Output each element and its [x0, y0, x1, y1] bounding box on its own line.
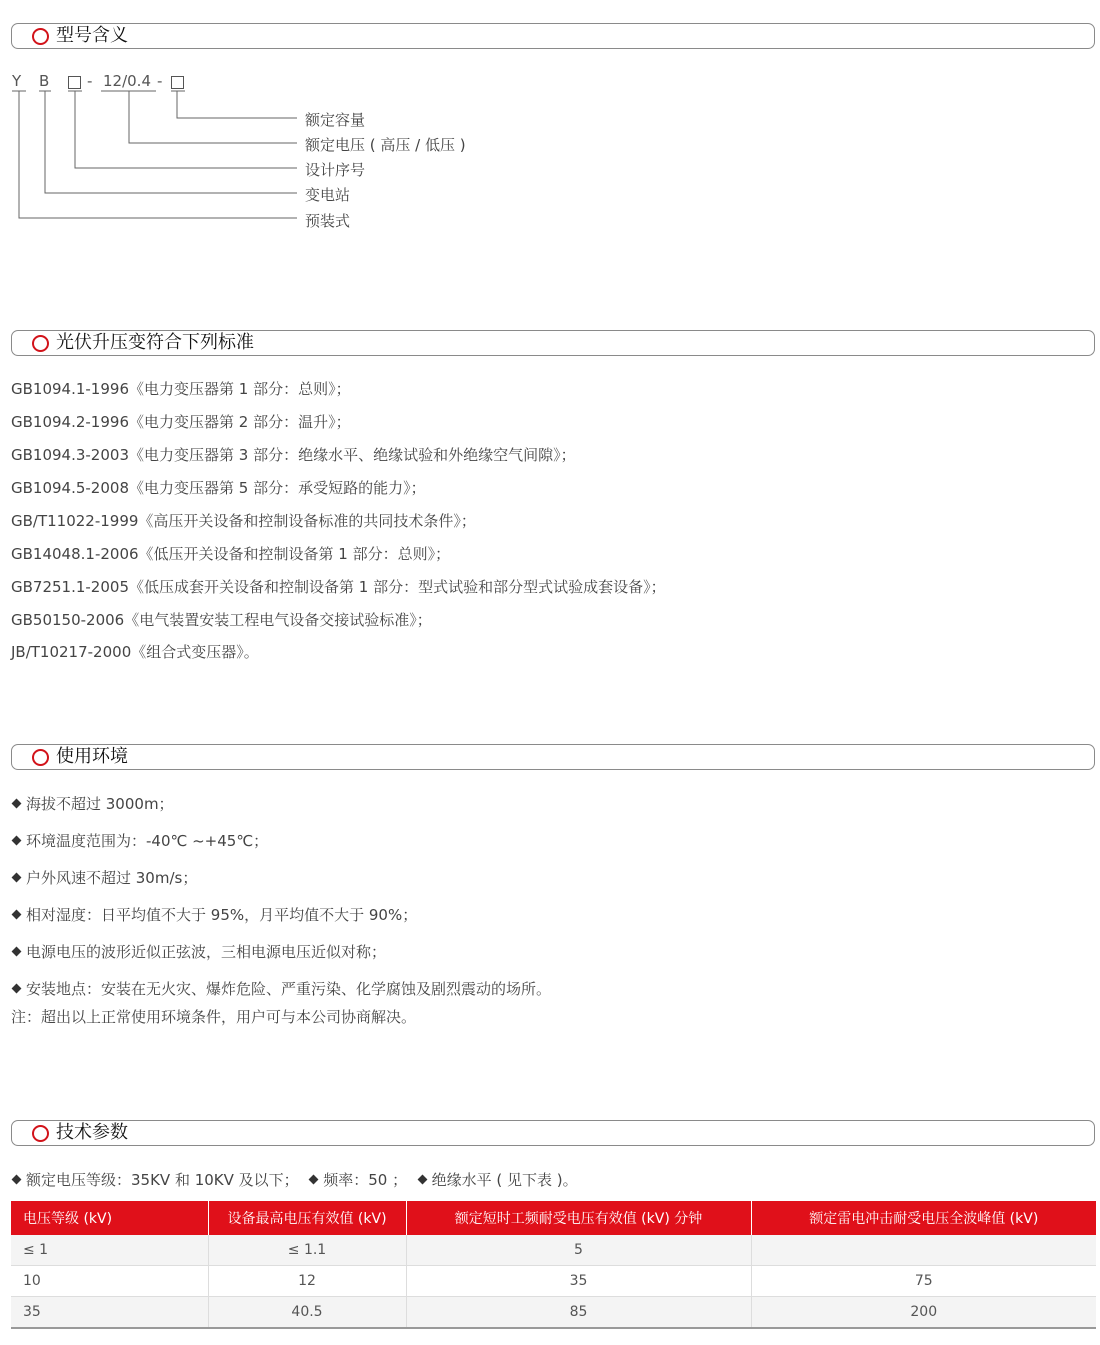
table-cell: 200: [751, 1297, 1096, 1329]
meaning-voltage: 额定电压 ( 高压 / 低压 ): [305, 136, 466, 154]
diamond-bullet-icon: [12, 873, 22, 883]
standard-item: GB/T11022-1999《高压开关设备和控制设备标准的共同技术条件》；: [11, 512, 476, 530]
table-row: [11, 1266, 1096, 1297]
params-summary: 额定电压等级：35KV 和 10KV 及以下； 频率：50 ； 绝缘水平 ( 见下表 )。: [11, 1169, 578, 1190]
column-header: 设备最高电压有效值 (kV): [208, 1201, 406, 1235]
env-item: 海拔不超过 3000m；: [11, 793, 174, 814]
column-header: 额定短时工频耐受电压有效值 (kV) 分钟: [406, 1201, 751, 1235]
diamond-bullet-icon: [12, 984, 22, 994]
diamond-bullet-icon: [309, 1175, 319, 1185]
standard-item: JB/T10217-2000《组合式变压器》。: [11, 643, 259, 661]
circle-icon: [32, 749, 49, 766]
env-item: 电源电压的波形近似正弦波，三相电源电压近似对称；: [11, 941, 386, 962]
env-item: 户外风速不超过 30m/s；: [11, 867, 197, 888]
diamond-bullet-icon: [12, 1175, 22, 1185]
meaning-capacity: 额定容量: [305, 111, 366, 129]
table-cell: 75: [751, 1266, 1096, 1297]
diamond-bullet-icon: [417, 1175, 427, 1185]
code-part-voltage: 12/0.4: [103, 72, 151, 90]
env-item: 安装地点：安装在无火灾、爆炸危险、严重污染、化学腐蚀及剧烈震动的场所。: [11, 978, 551, 999]
table-cell: 35: [406, 1266, 751, 1297]
meaning-prefab: 预装式: [305, 212, 351, 230]
standard-item: GB7251.1-2005《低压成套开关设备和控制设备第 1 部分：型式试验和部分型式试验成套设备》；: [11, 578, 666, 596]
code-part-b: B: [39, 72, 50, 90]
standard-item: GB1094.1-1996《电力变压器第 1 部分：总则》；: [11, 380, 351, 398]
table-cell: 12: [208, 1266, 406, 1297]
circle-icon: [32, 1125, 49, 1142]
table-row: [11, 1235, 1096, 1266]
section-header-standards: [11, 330, 1095, 356]
column-header: 电压等级 (kV): [11, 1201, 208, 1235]
diamond-bullet-icon: [12, 836, 22, 846]
insulation-level-table: [11, 1201, 1096, 1329]
table-cell: ≤ 1.1: [208, 1235, 406, 1266]
section-header-params: [11, 1120, 1095, 1146]
section-title: 光伏升压变符合下列标准: [56, 332, 254, 353]
table-header-row: [11, 1201, 1096, 1235]
code-dash: -: [157, 72, 163, 90]
standard-item: GB50150-2006《电气装置安装工程电气设备交接试验标准》；: [11, 611, 432, 629]
table-cell: [751, 1235, 1096, 1266]
diamond-bullet-icon: [12, 799, 22, 809]
table-cell: 10: [11, 1266, 208, 1297]
table-cell: 5: [406, 1235, 751, 1266]
code-part-y: Y: [12, 72, 22, 90]
env-item: 环境温度范围为：-40℃ ~+45℃；: [11, 830, 268, 851]
table-cell: ≤ 1: [11, 1235, 208, 1266]
section-header-environment: [11, 744, 1095, 770]
table-cell: 40.5: [208, 1297, 406, 1329]
meaning-design-no: 设计序号: [305, 161, 366, 179]
model-code-diagram: [0, 0, 1100, 240]
diamond-bullet-icon: [12, 947, 22, 957]
standard-item: GB1094.5-2008《电力变压器第 5 部分：承受短路的能力》；: [11, 479, 426, 497]
code-dash: -: [87, 72, 93, 90]
table-cell: 35: [11, 1297, 208, 1329]
column-header: 额定雷电冲击耐受电压全波峰值 (kV): [751, 1201, 1096, 1235]
circle-icon: [32, 335, 49, 352]
section-title: 技术参数: [56, 1122, 128, 1143]
section-title: 型号含义: [56, 25, 128, 46]
meaning-substation: 变电站: [305, 186, 351, 204]
standard-item: GB14048.1-2006《低压开关设备和控制设备第 1 部分：总则》；: [11, 545, 451, 563]
env-item: 相对湿度：日平均值不大于 95%，月平均值不大于 90%；: [11, 904, 417, 925]
env-note: 注：超出以上正常使用环境条件，用户可与本公司协商解决。: [11, 1008, 417, 1026]
section-title: 使用环境: [56, 746, 128, 767]
standard-item: GB1094.3-2003《电力变压器第 3 部分：绝缘水平、绝缘试验和外绝缘空气间隙》；: [11, 446, 576, 464]
table-cell: 85: [406, 1297, 751, 1329]
standard-item: GB1094.2-1996《电力变压器第 2 部分：温升》；: [11, 413, 351, 431]
table-row: [11, 1297, 1096, 1329]
diamond-bullet-icon: [12, 910, 22, 920]
